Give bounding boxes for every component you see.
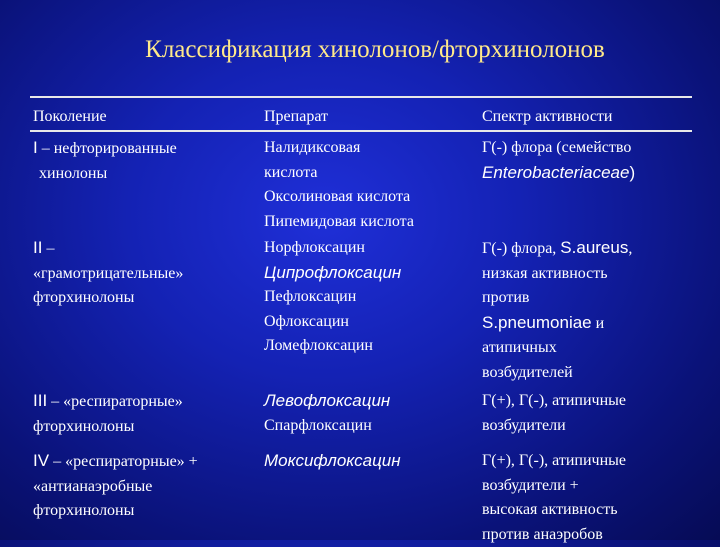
header-bottom-rule [30,130,692,132]
row-3-drugs: Левофлоксацин Спарфлоксацин [264,391,391,434]
header-drug: Препарат [264,108,328,125]
generation-numeral: IV [33,451,50,470]
row-4-spectrum: Г(+), Г(-), атипичные возбудители + высокая активность против анаэробов [482,452,626,543]
page-title: Классификация хинолонов/фторхинолонов [145,36,605,63]
generation-numeral: III [33,391,48,410]
header-top-rule [30,96,692,98]
row-2-generation: II – «грамотрицательные» фторхинолоны [33,238,184,306]
row-3-generation: III – «респираторные» фторхинолоны [33,391,183,435]
row-1-drugs: Налидиксовая кислота Оксолиновая кислота Пипемидовая кислота [264,139,414,230]
row-1-spectrum: Г(-) флора (семейство Enterobacteriaceae) [482,139,636,182]
row-2-drugs: Норфлоксацин Ципрофлоксацин Пефлоксацин Офлоксацин Ломефлоксацин [264,239,402,354]
row-4-drugs: Моксифлоксацин [264,451,401,470]
generation-numeral: II [33,238,43,257]
row-4-generation: IV – «респираторные» + «антианаэробные фторхинолоны [33,451,198,519]
header-generation: Поколение [33,108,107,125]
header-spectrum: Спектр активности [482,108,613,125]
row-1-generation: I – нефторированные хинолоны [33,138,177,182]
row-3-spectrum: Г(+), Г(-), атипичные возбудители [482,392,626,434]
generation-numeral: I [33,138,38,157]
row-2-spectrum: Г(-) флора, S.aureus, низкая активность против S.pneumoniae и атипичных возбудителей [482,238,633,381]
